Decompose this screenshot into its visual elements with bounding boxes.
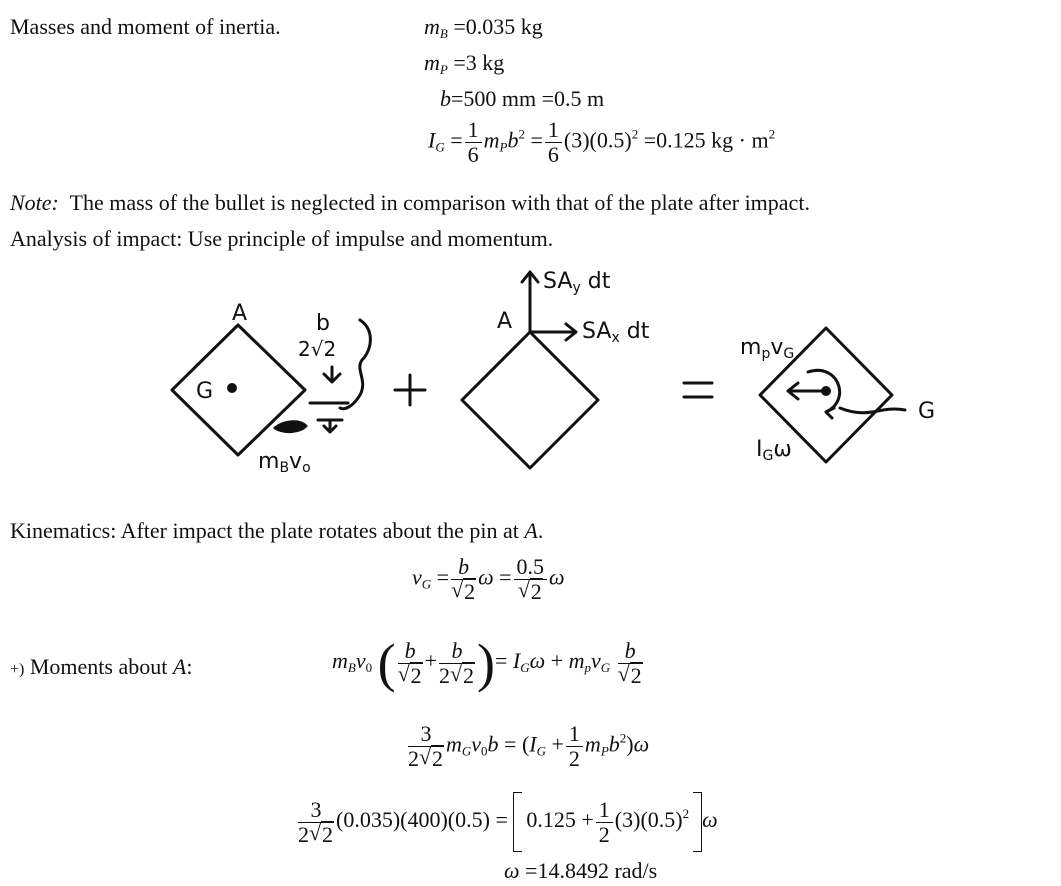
bullet-shape bbox=[275, 422, 306, 432]
center-g-dot bbox=[229, 385, 236, 392]
eq-velocity-g: $v_G$ = b √ 2 ω = 0.5 √ 2 ω bbox=[412, 555, 565, 604]
svg-text:SAx dt: SAx dt bbox=[582, 319, 650, 346]
kinematics-text: Kinematics: After impact the plate rotates about the pin at A. bbox=[10, 518, 544, 543]
eq-side-length: b=500 mm =0.5 m bbox=[440, 86, 605, 111]
section-label-masses: Masses and moment of inertia. bbox=[10, 14, 281, 39]
analysis-text: Analysis of impact: Use principle of impulse and momentum. bbox=[10, 226, 554, 251]
svg-text:mBvo: mBvo bbox=[258, 449, 311, 476]
plus-sign bbox=[395, 375, 425, 405]
impulse-momentum-diagram bbox=[0, 260, 1061, 485]
svg-text:A: A bbox=[232, 301, 248, 326]
equals-sign bbox=[684, 383, 712, 397]
svg-text:mpvG: mpvG bbox=[740, 335, 795, 362]
plate-before-impact bbox=[172, 325, 305, 455]
svg-text:A: A bbox=[497, 309, 513, 334]
svg-text:G: G bbox=[918, 399, 936, 424]
svg-text:b: b bbox=[316, 311, 330, 336]
eq-simplified: $\frac{3}{2√ 2}$ $m_Gv_0b = (I_G$ + $\frac{1}{2}$ $m_Pb^2)\omega$ bbox=[406, 722, 649, 771]
eq-moment-of-inertia: $I_G$ = $\frac{1}{6}$ $m_Pb^2$ = $\frac{1}{6}$ $(3)(0.5)^2 =0.125$ kg · $m^2$ bbox=[428, 117, 776, 167]
svg-text:SAy dt: SAy dt bbox=[543, 269, 611, 296]
eq-mass-bullet: $m_B =0.035$ kg bbox=[424, 14, 543, 41]
svg-text:2√2: 2√2 bbox=[298, 337, 337, 361]
eq-numeric: $\frac{3}{2√ 2}$ (0.035)(400)(0.5) = 0.125 + $\frac{1}{2}$ $(3)(0.5)^2$ ω bbox=[296, 792, 718, 852]
plate-impulse bbox=[462, 332, 598, 468]
note-text: Note: The mass of the bullet is neglected in comparison with that of the plate after impact. bbox=[10, 190, 810, 215]
eq-mass-plate: $m_P =3$ kg bbox=[424, 50, 505, 77]
eq-angular-momentum: $m_Bv_0$ ( b √ 2 + $\frac{b}{2√ 2}$ )= $I_G\omega + m_pv_G$ b √ 2 bbox=[332, 636, 645, 690]
svg-text:G: G bbox=[196, 379, 214, 404]
result-omega: ω =14.8492 rad/s bbox=[504, 858, 658, 883]
svg-text:IGω: IGω bbox=[756, 437, 792, 464]
rotation-sign-icon: +) bbox=[10, 661, 25, 678]
moments-label: +) Moments about A: bbox=[10, 654, 193, 679]
